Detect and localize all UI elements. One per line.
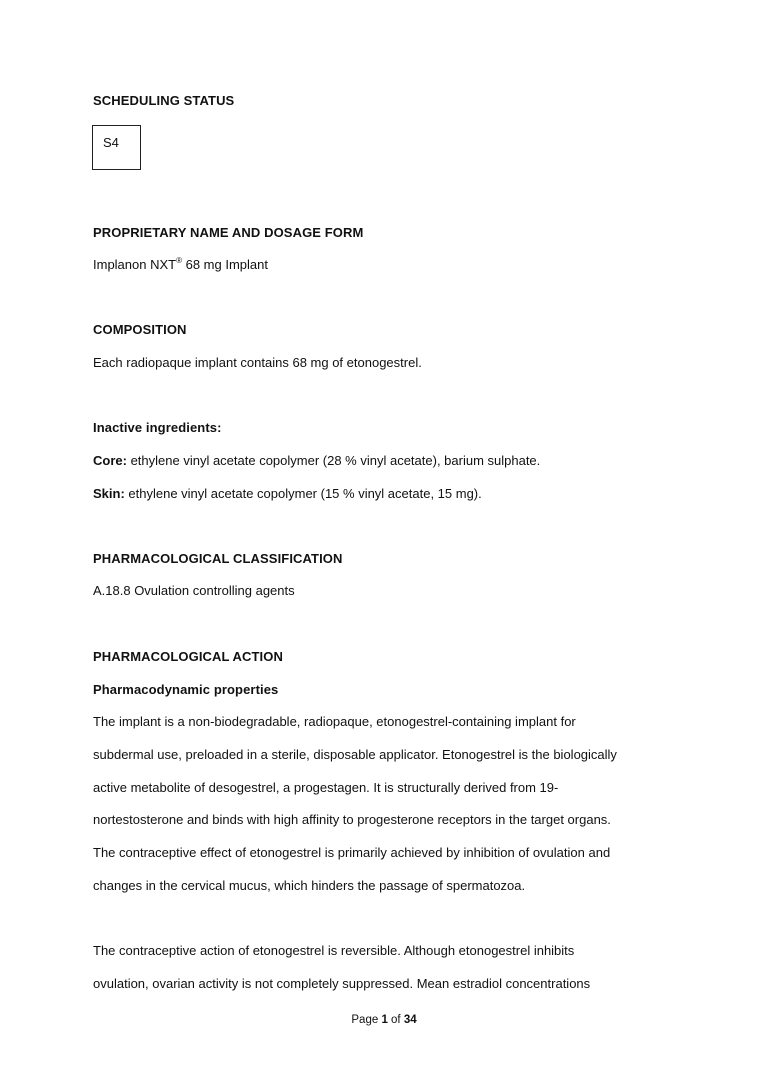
paragraph-line: active metabolite of desogestrel, a progestagen. It is structurally derived from 19- <box>93 780 559 795</box>
page-prefix: Page <box>351 1014 382 1026</box>
page-number: 1 <box>381 1014 388 1026</box>
paragraph-line: The implant is a non-biodegradable, radiopaque, etonogestrel-containing implant for <box>93 714 576 729</box>
dosage-form: 68 mg Implant <box>182 257 268 272</box>
core-text: ethylene vinyl acetate copolymer (28 % vinyl acetate), barium sulphate. <box>126 453 541 468</box>
page-footer <box>0 1014 768 1026</box>
pharmacological-action-heading: PHARMACOLOGICAL ACTION <box>93 649 283 664</box>
classification-heading: PHARMACOLOGICAL CLASSIFICATION <box>93 551 343 566</box>
skin-text: ethylene vinyl acetate copolymer (15 % vinyl acetate, 15 mg). <box>124 486 482 501</box>
paragraph-line: The contraceptive action of etonogestrel is reversible. Although etonogestrel inhibits <box>93 943 575 958</box>
scheduling-status-heading: SCHEDULING STATUS <box>93 93 235 108</box>
product-name: Implanon NXT <box>93 257 177 272</box>
page-of-label: of <box>387 1014 404 1026</box>
pharmacodynamic-subheading: Pharmacodynamic properties <box>93 682 279 697</box>
paragraph-line: The contraceptive effect of etonogestrel is primarily achieved by inhibition of ovulation and <box>93 845 611 860</box>
proprietary-name-text <box>93 257 268 272</box>
paragraph-line: ovulation, ovarian activity is not completely suppressed. Mean estradiol concentrations <box>93 976 591 991</box>
skin-label: Skin: <box>93 486 125 501</box>
core-ingredients <box>93 453 540 468</box>
scheduling-status-box <box>92 125 141 170</box>
proprietary-name-heading: PROPRIETARY NAME AND DOSAGE FORM <box>93 225 364 240</box>
inactive-ingredients-heading: Inactive ingredients: <box>93 420 222 435</box>
paragraph-line: changes in the cervical mucus, which hinders the passage of spermatozoa. <box>93 878 526 893</box>
composition-text: Each radiopaque implant contains 68 mg of etonogestrel. <box>93 355 422 370</box>
classification-text: A.18.8 Ovulation controlling agents <box>93 583 295 598</box>
page-total: 34 <box>403 1014 417 1026</box>
paragraph-line: nortestosterone and binds with high affinity to progesterone receptors in the target organs. <box>93 812 611 827</box>
core-label: Core: <box>93 453 127 468</box>
scheduling-status-value: S4 <box>103 135 119 150</box>
composition-heading: COMPOSITION <box>93 322 187 337</box>
skin-ingredients <box>93 486 482 501</box>
registered-mark: ® <box>176 256 182 265</box>
paragraph-line: subdermal use, preloaded in a sterile, disposable applicator. Etonogestrel is the biologically <box>93 747 617 762</box>
